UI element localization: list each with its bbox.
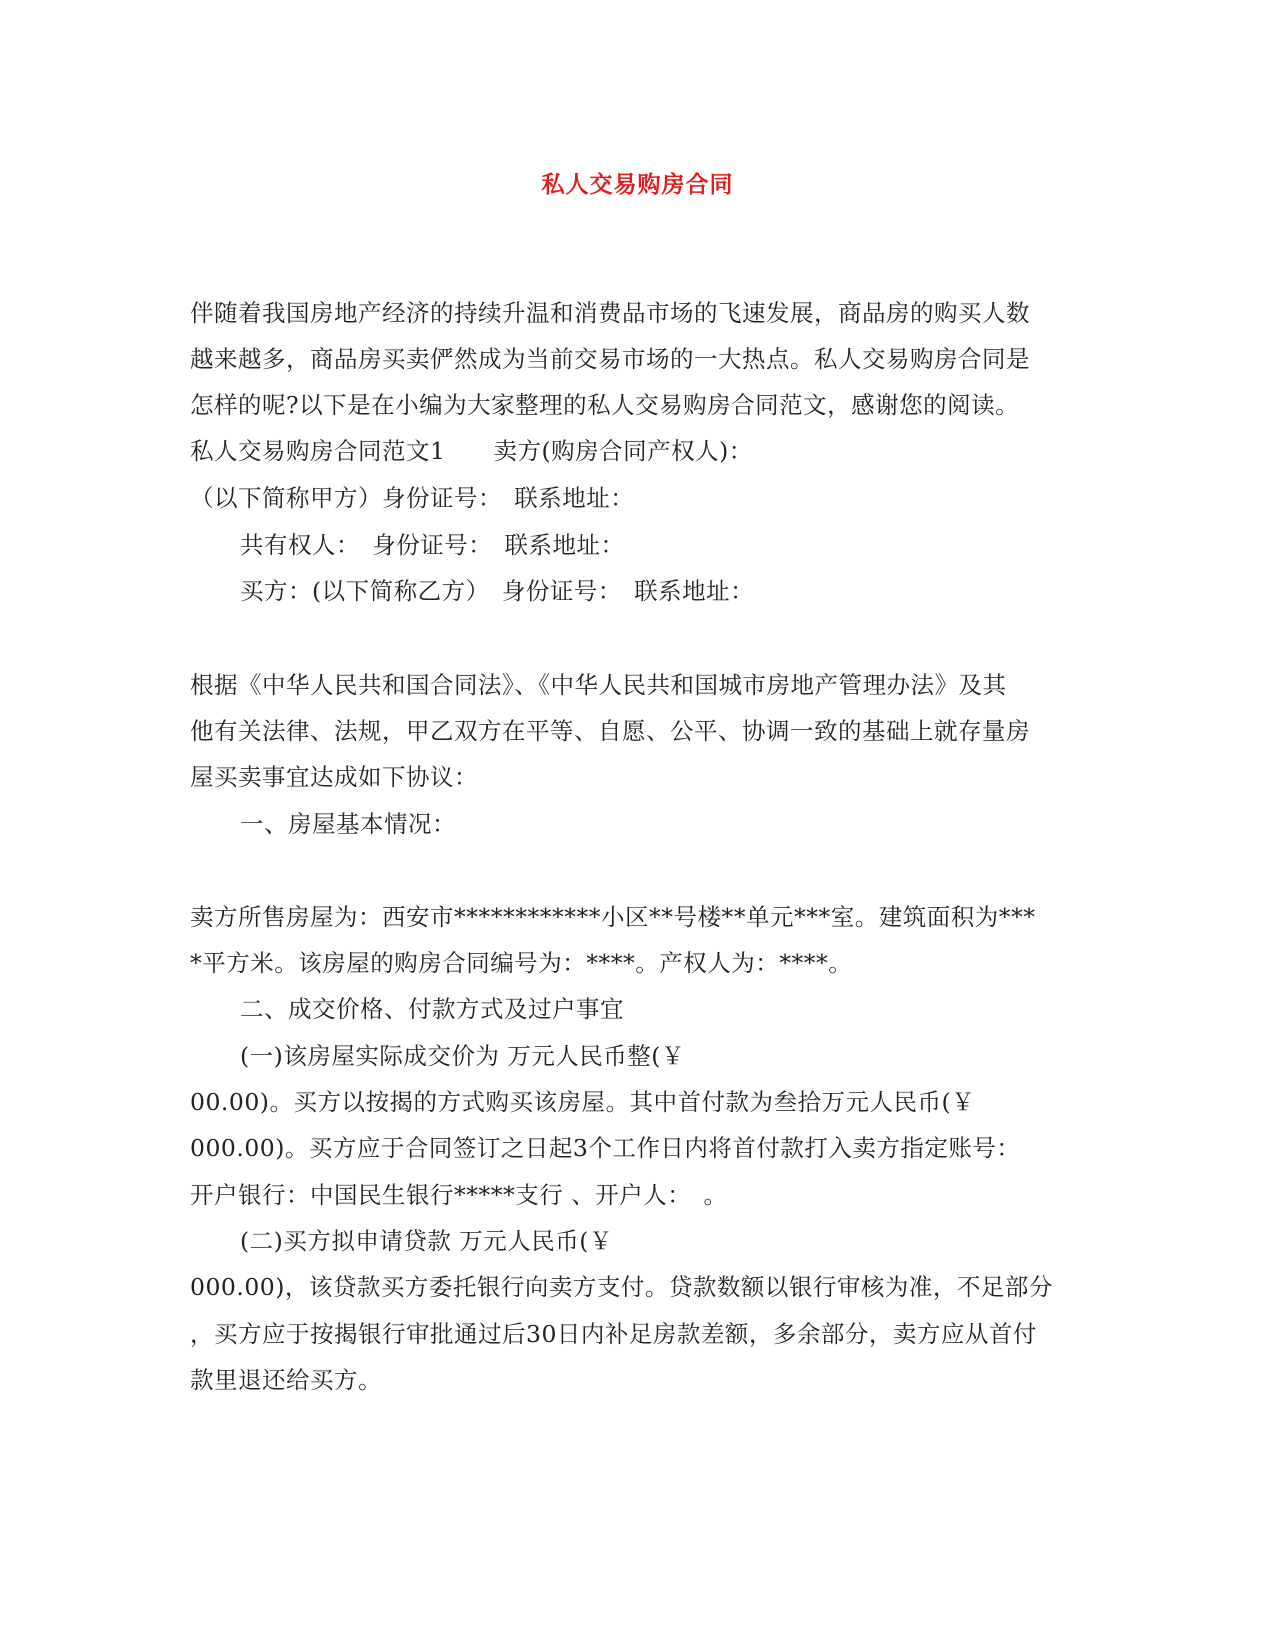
paragraph-line: 伴随着我国房地产经济的持续升温和消费品市场的飞速发展，商品房的购买人数 [190, 299, 1030, 327]
paragraph-line: 000.00)。买方应于合同签订之日起3个工作日内将首付款打入卖方指定账号： [190, 1134, 1021, 1162]
paragraph-line: 屋买卖事宜达成如下协议： [190, 763, 478, 791]
paragraph-line: 00.00)。买方以按揭的方式购买该房屋。其中首付款为叁拾万元人民币(￥ [190, 1088, 976, 1116]
paragraph-line: 款里退还给买方。 [190, 1366, 382, 1394]
paragraph-line: 卖方所售房屋为：西安市************小区**号楼**单元***室。建筑面积为*** [190, 903, 1036, 931]
paragraph-line: 根据《中华人民共和国合同法》、《中华人民共和国城市房地产管理办法》及其 [190, 671, 1007, 699]
paragraph-line: （以下简称甲方）身份证号： 联系地址： [190, 484, 635, 512]
document-title: 私人交易购房合同 [541, 172, 734, 198]
paragraph-line: 买方：(以下简称乙方） 身份证号： 联系地址： [240, 577, 755, 605]
section-heading: 二、成交价格、付款方式及过户事宜 [240, 995, 624, 1023]
paragraph-line: 共有权人： 身份证号： 联系地址： [240, 531, 625, 559]
paragraph-line: *平方米。该房屋的购房合同编号为：****。产权人为：****。 [190, 949, 853, 977]
paragraph-line: 000.00)，该贷款买方委托银行向卖方支付。贷款数额以银行审核为准，不足部分 [190, 1273, 1053, 1301]
paragraph-line: 开户银行：中国民生银行*****支行 、开户人： 。 [190, 1181, 728, 1209]
paragraph-line: (一)该房屋实际成交价为 万元人民币整(￥ [240, 1042, 685, 1070]
paragraph-line: 私人交易购房合同范文1 卖方(购房合同产权人)： [190, 437, 753, 465]
paragraph-line: 他有关法律、法规，甲乙双方在平等、自愿、公平、协调一致的基础上就存量房 [190, 717, 1030, 745]
paragraph-line: 越来越多，商品房买卖俨然成为当前交易市场的一大热点。私人交易购房合同是 [190, 345, 1030, 373]
section-heading: 一、房屋基本情况： [240, 810, 456, 838]
paragraph-line: (二)买方拟申请贷款 万元人民币(￥ [240, 1227, 613, 1255]
paragraph-line: ，买方应于按揭银行审批通过后30日内补足房款差额，多余部分，卖方应从首付 [190, 1320, 1037, 1348]
paragraph-line: 怎样的呢?以下是在小编为大家整理的私人交易购房合同范文，感谢您的阅读。 [190, 391, 1020, 419]
